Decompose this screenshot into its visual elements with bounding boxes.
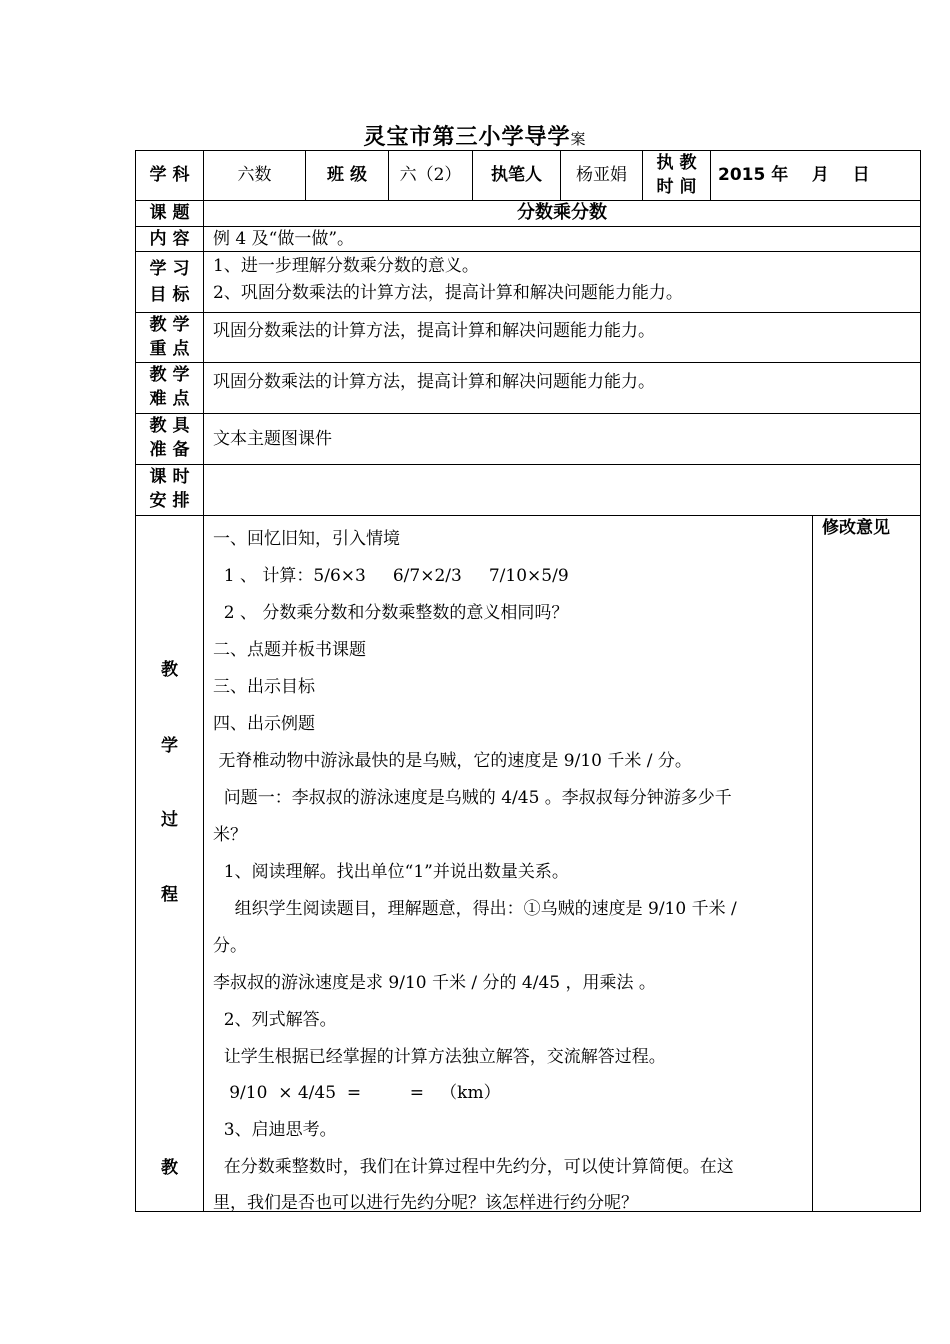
content-value: 例 4 及“做一做”。 [213,229,355,249]
goals-value [213,253,913,307]
class-value: 六（2） [399,165,462,185]
process-line-4: 二、点题并板书课题 [213,640,366,660]
process-line-10: 1、阅读理解。找出单位“1”并说出数量关系。 [213,862,569,882]
process-line-12: 分。 [213,936,247,956]
process-line-18: 在分数乘整数时，我们在计算过程中先约分，可以使计算简便。在这 [213,1157,734,1177]
process-side-char-1: 教 [161,660,178,680]
process-line-8: 问题一：李叔叔的游泳速度是乌贼的 4/45 。李叔叔每分钟游多少千 [213,788,732,808]
keypoint-value: 巩固分数乘法的计算方法，提高计算和解决问题能力能力。 [213,321,655,341]
class-label: 班 级 [327,165,367,185]
difficulty-value: 巩固分数乘法的计算方法，提高计算和解决问题能力能力。 [213,372,655,392]
tools-label [136,414,203,462]
content-label: 内 容 [149,229,190,249]
schedule-label [136,465,203,513]
process-line-7: 无脊椎动物中游泳最快的是乌贼，它的速度是 9/10 千米 / 分。 [213,751,692,771]
goals-label-line1: 学 习 [149,259,190,279]
author-value: 杨亚娟 [576,165,627,185]
tools-label-line2: 准 备 [149,440,190,460]
topic-label: 课 题 [149,203,190,223]
author-label: 执笔人 [491,165,542,185]
process-line-1: 一、回忆旧知，引入情境 [213,529,400,549]
difficulty-label-line1: 教 学 [149,365,190,385]
process-line-15: 让学生根据已经掌握的计算方法独立解答，交流解答过程。 [213,1047,666,1067]
date-label-line1: 执 教 [656,153,697,173]
difficulty-label [136,363,203,411]
schedule-label-line2: 安 排 [149,491,190,511]
tools-value: 文本主题图课件 [213,429,332,449]
goal-line-2: 2、巩固分数乘法的计算方法，提高计算和解决问题能力能力。 [213,283,683,303]
process-line-19: 里，我们是否也可以进行先约分呢？该怎样进行约分呢？ [213,1193,638,1213]
process-side-char-4: 程 [161,885,178,905]
process-side-char-5: 教 [161,1158,178,1178]
date-label [643,151,710,199]
keypoint-label-line2: 重 点 [149,339,190,359]
goal-line-1: 1、进一步理解分数乘分数的意义。 [213,256,479,276]
difficulty-label-line2: 难 点 [149,389,190,409]
process-side-char-2: 学 [161,736,178,756]
process-line-13: 李叔叔的游泳速度是求 9/10 千米 / 分的 4/45 ，用乘法 。 [213,973,656,993]
subject-value: 六数 [237,165,272,185]
topic-value: 分数乘分数 [517,202,607,223]
goals-label-line2: 目 标 [149,285,190,305]
revision-label: 修改意见 [822,518,890,538]
tools-label-line1: 教 具 [149,416,190,436]
process-line-5: 三、出示目标 [213,677,315,697]
schedule-label-line1: 课 时 [149,467,190,487]
keypoint-label-line1: 教 学 [149,315,190,335]
process-line-3: 2 、 分数乘分数和分数乘整数的意义相同吗？ [213,603,569,623]
process-line-16: 9/10 × 4/45 = = （km） [213,1083,501,1103]
page-title [0,120,950,151]
process-line-9: 米？ [213,825,247,845]
process-line-2: 1 、 计算：5/6×3 6/7×2/3 7/10×5/9 [213,566,569,586]
process-line-14: 2、列式解答。 [213,1010,337,1030]
goals-label [136,256,203,308]
title-suffix: 案 [570,130,587,148]
subject-label: 学 科 [149,165,190,185]
title-main: 灵宝市第三小学导学 [363,125,571,150]
date-label-line2: 时 间 [656,177,697,197]
keypoint-label [136,313,203,361]
process-side-char-3: 过 [161,810,178,830]
process-line-17: 3、启迪思考。 [213,1120,337,1140]
process-line-11: 组织学生阅读题目，理解题意，得出：①乌贼的速度是 9/10 千米 / [213,899,737,919]
date-value: 2015 年 月 日 [718,165,870,185]
process-line-6: 四、出示例题 [213,714,315,734]
